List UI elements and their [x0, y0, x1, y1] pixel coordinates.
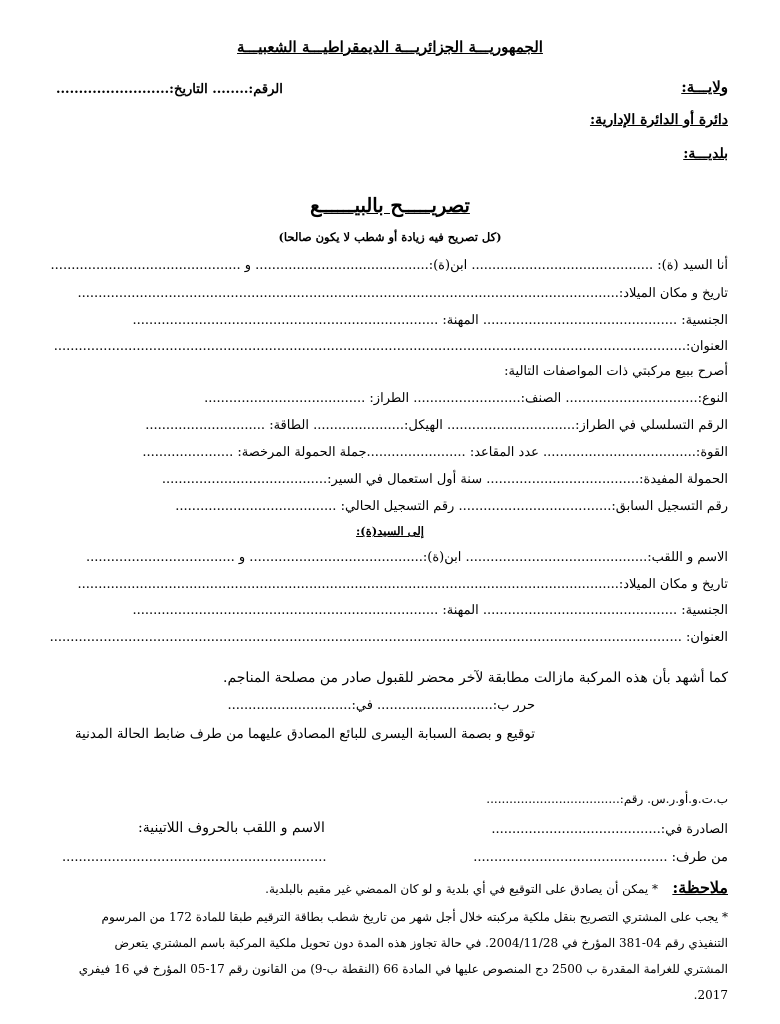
- id-card-number-line: ب.ت.و.أو.ر.س. رقم:...................................: [486, 792, 728, 806]
- note-2-line-3: المشتري للغرامة المقدرة ب 2500 دج المنصوص عليها في المادة 66 (النقطة ب-9) من القانون رقم 17-05 المؤرخ في 16 فيفري: [78, 962, 728, 976]
- buyer-address-line: العنوان: .........................................................................................................................................................: [49, 630, 728, 645]
- sale-declaration: أصرح ببيع مركبتي ذات المواصفات التالية:: [504, 364, 728, 379]
- seller-address-line: العنوان:.........................................................................................................................................................: [53, 339, 728, 354]
- vehicle-type-line: النوع:................................ الصنف:.......................... الطراز: .......................................: [204, 391, 728, 406]
- notes-label: ملاحظة:: [672, 878, 728, 897]
- vehicle-power-line: القوة:..................................... عدد المقاعد: ........................جملة الحمولة المرخصة: ......................: [142, 445, 728, 460]
- wilaya-label: ولايـــة:: [681, 78, 728, 96]
- certification-text: كما أشهد بأن هذه المركبة مازالت مطابقة لآخر محضر للقبول صادر من مصلحة المناجم.: [223, 670, 728, 686]
- id-card-issuer-line: من طرف: ...............................................: [473, 850, 728, 865]
- form-title: تصريـــــح بالبيــــــع: [310, 194, 470, 217]
- latin-name-label: الاسم و اللقب بالحروف اللاتينية:: [138, 820, 325, 836]
- note-1: * يمكن أن يصادق على التوقيع في أي بلدية و لو كان الممضي غير مقيم بالبلدية.: [265, 882, 658, 896]
- vehicle-load-line: الحمولة المفيدة:..................................... سنة أول استعمال في السير:........................................: [161, 472, 728, 487]
- seller-nationality-line: الجنسية: ............................................... المهنة: ..........................................................................: [132, 313, 728, 328]
- note-2-line-1: * يجب على المشتري التصريح بنقل ملكية مركبته خلال أجل شهر من تاريخ شطب بطاقة الترقيم طبقا للمادة 172 من المرسوم: [101, 910, 728, 924]
- signature-instruction: توقيع و بصمة السبابة اليسرى للبائع المصادق عليهما من طرف ضابط الحالة المدنية: [74, 726, 535, 742]
- vehicle-serial-line: الرقم التسلسلي في الطراز:............................... الهيكل:...................... الطاقة: .............................: [145, 418, 728, 433]
- buyer-birth-line: تاريخ و مكان الميلاد:...................................................................................................................................: [77, 577, 728, 592]
- seller-birth-line: تاريخ و مكان الميلاد:...................................................................................................................................: [77, 286, 728, 301]
- latin-name-field: ................................................................: [62, 850, 327, 865]
- form-subtitle: (كل تصريح فيه زيادة أو شطب لا يكون صالحا): [278, 230, 502, 244]
- seller-name-line: أنا السيد (ة): ............................................ ابن(ة):.......................................... و ..............................................: [50, 258, 728, 273]
- daira-label: دائرة أو الدائرة الإدارية:: [589, 112, 728, 128]
- note-2-line-4: 2017.: [693, 988, 728, 1002]
- note-2-line-2: التنفيذي رقم 04-381 المؤرخ في 2004/11/28. في حالة تجاوز هذه المدة دون تحويل ملكية المركبة باسم المشتري يتعرض: [114, 936, 728, 950]
- buyer-nationality-line: الجنسية: ............................................... المهنة: ..........................................................................: [132, 603, 728, 618]
- vehicle-registration-line: رقم التسجيل السابق:..................................... رقم التسجيل الحالي: .......................................: [175, 499, 728, 514]
- republic-title: الجمهوريـــة الجزائريـــة الديمقراطيـــة الشعبيـــة: [237, 38, 543, 56]
- baladiya-label: بلديـــة:: [683, 146, 728, 162]
- buyer-heading: إلى السيد(ة):: [356, 524, 424, 538]
- buyer-name-line: الاسم و اللقب:............................................ ابن(ة):.......................................... و ....................................: [86, 550, 728, 565]
- id-card-issued-line: الصادرة في:.........................................: [491, 822, 728, 837]
- written-at-line: حرر ب:............................ في:..............................: [227, 698, 535, 713]
- number-date-field: الرقم:........ التاريخ:.........................: [56, 82, 283, 97]
